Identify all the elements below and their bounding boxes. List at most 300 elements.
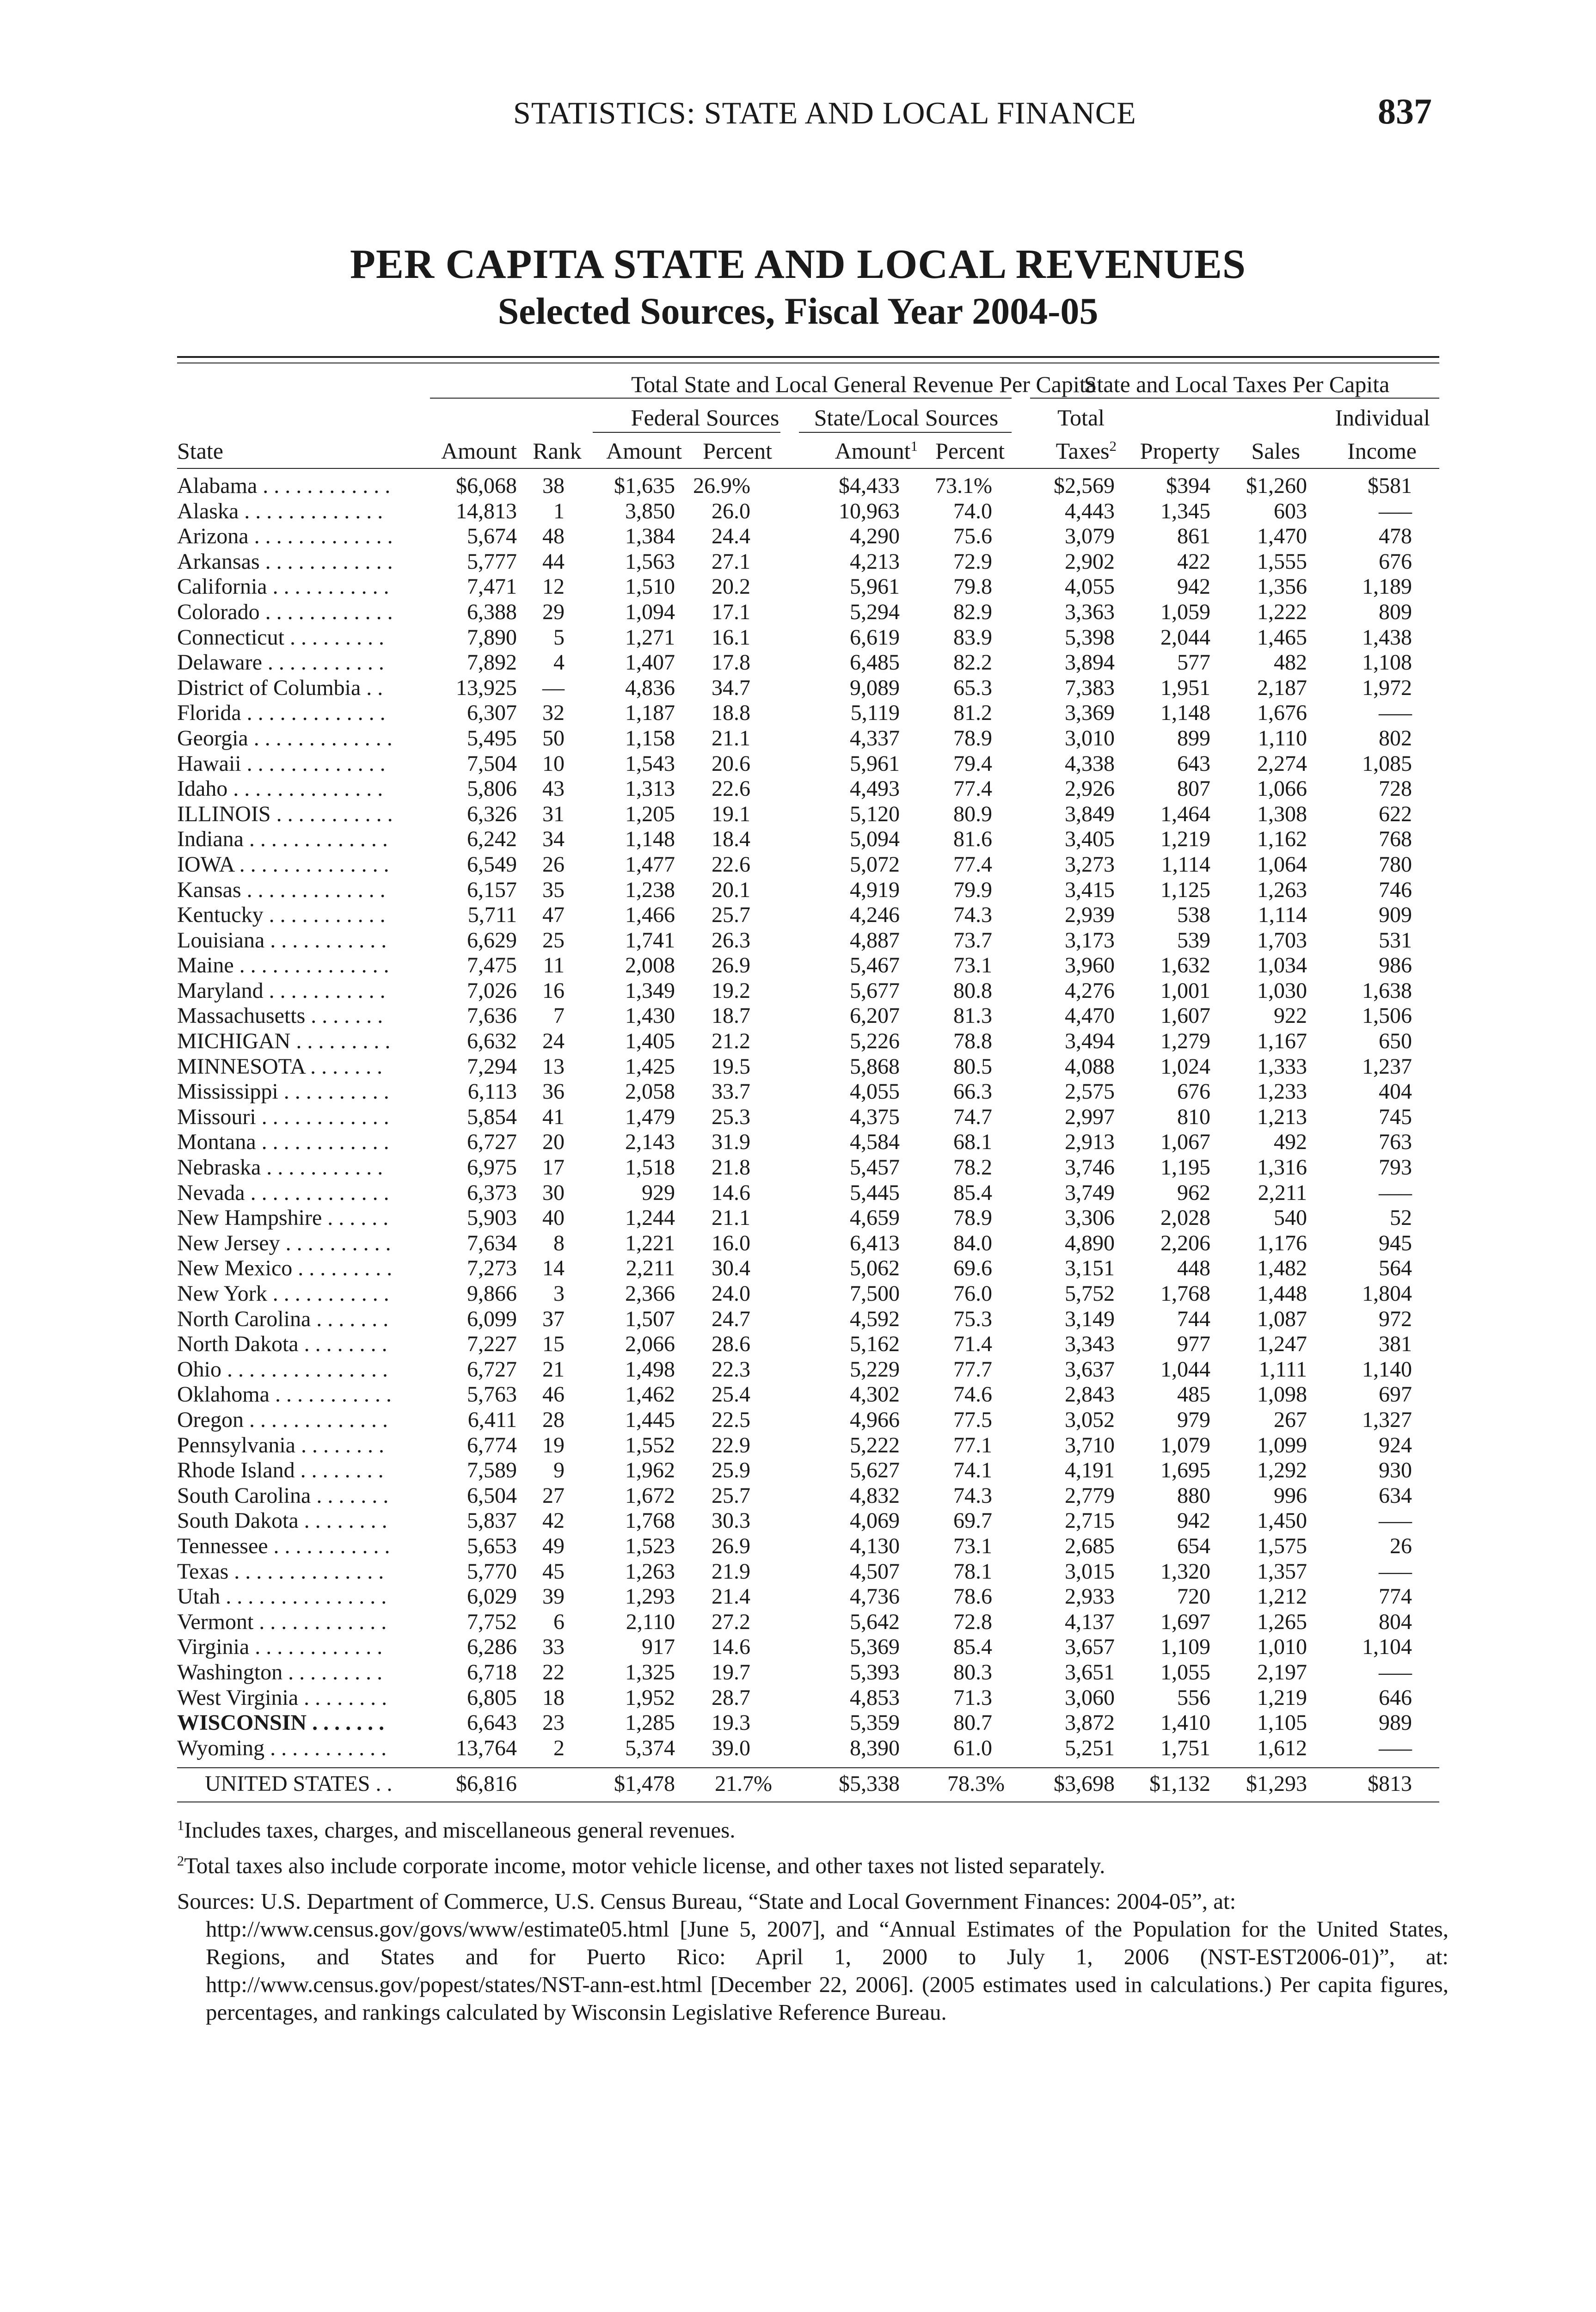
page-number: 837 xyxy=(1378,91,1432,131)
cell-amount: 7,589 xyxy=(467,1458,517,1483)
cell-sl-amount: 5,677 xyxy=(850,978,900,1003)
cell-total: 3,060 xyxy=(1065,1685,1115,1710)
cell-income: 728 xyxy=(1379,776,1412,801)
cell-sales: 1,448 xyxy=(1257,1281,1307,1306)
table-row xyxy=(177,549,1439,575)
cell-sales: 1,087 xyxy=(1257,1306,1307,1331)
cell-income: 646 xyxy=(1379,1685,1412,1710)
state-name: Colorado . . . . . . . . . . . . xyxy=(177,599,393,624)
table-title: PER CAPITA STATE AND LOCAL REVENUES xyxy=(350,241,1246,287)
cell-total: 3,651 xyxy=(1065,1660,1115,1685)
state-name: Alabama . . . . . . . . . . . . xyxy=(177,473,391,498)
cell-sl-amount: 5,868 xyxy=(850,1054,900,1079)
cell-sl-pct: 78.2 xyxy=(953,1155,992,1180)
cell-sl-pct: 77.4 xyxy=(953,776,992,801)
cell-total: 5,752 xyxy=(1065,1281,1115,1306)
table-row xyxy=(177,499,1439,524)
cell-income: 676 xyxy=(1379,549,1412,574)
group-rule-general xyxy=(430,398,1012,399)
cell-sales: 1,357 xyxy=(1257,1559,1307,1584)
cell-sl-pct: 73.1 xyxy=(953,1533,992,1558)
cell-sales: 1,676 xyxy=(1257,701,1307,726)
cell-sl-pct: 84.0 xyxy=(953,1230,992,1255)
cell-fed-pct: 19.3 xyxy=(712,1710,750,1735)
cell-amount: 6,099 xyxy=(467,1306,517,1331)
cell-amount: 6,113 xyxy=(467,1079,517,1104)
cell-property: 643 xyxy=(1177,751,1210,776)
cell-sales: 2,187 xyxy=(1257,675,1307,700)
cell-sl-amount: 5,642 xyxy=(850,1609,900,1634)
cell-sl-pct: 78.1 xyxy=(953,1559,992,1584)
cell-sl-amount: 5,961 xyxy=(850,574,900,599)
table-row xyxy=(177,1256,1439,1281)
cell-sl-amount: 5,120 xyxy=(850,801,900,826)
cell-sales: 1,465 xyxy=(1257,625,1307,650)
cell-income: 1,140 xyxy=(1362,1357,1412,1382)
state-name: South Dakota . . . . . . . . xyxy=(177,1508,387,1533)
cell-sl-amount: 7,500 xyxy=(850,1281,900,1306)
cell-total: 3,306 xyxy=(1065,1205,1115,1230)
cell-income: 909 xyxy=(1379,903,1412,928)
cell-property: 1,751 xyxy=(1160,1735,1210,1760)
cell-fed-pct: 30.3 xyxy=(712,1508,750,1533)
footnote-1: $^1$Includes taxes, charges, and miscellaneous general revenues. xyxy=(177,1817,736,1843)
cell-amount: 5,770 xyxy=(467,1559,517,1584)
table-row xyxy=(177,1382,1439,1408)
table-row xyxy=(177,1458,1439,1483)
cell-property: 1,768 xyxy=(1160,1281,1210,1306)
cell-amount: 6,727 xyxy=(467,1357,517,1382)
cell-sl-amount: 4,736 xyxy=(850,1584,900,1609)
table-row xyxy=(177,1660,1439,1685)
cell-sales: 1,064 xyxy=(1257,852,1307,877)
cell-income: 622 xyxy=(1379,801,1412,826)
cell-sl-pct: 74.0 xyxy=(953,498,992,523)
cell-fed-pct: 22.5 xyxy=(712,1407,750,1432)
cell-property: 1,697 xyxy=(1160,1609,1210,1634)
table-row xyxy=(177,1408,1439,1433)
cell-property: 1,195 xyxy=(1160,1155,1210,1180)
cell-income: 1,804 xyxy=(1362,1281,1412,1306)
cell-fed-amount: 1,498 xyxy=(625,1357,675,1382)
cell-sales: 1,219 xyxy=(1257,1685,1307,1710)
cell-income: 381 xyxy=(1379,1332,1412,1357)
total-amount: $6,816 xyxy=(456,1771,517,1796)
cell-rank: –– xyxy=(542,675,565,700)
cell-sl-amount: 4,887 xyxy=(850,928,900,953)
cell-fed-amount: 1,221 xyxy=(625,1230,675,1255)
cell-rank: 29 xyxy=(542,599,565,624)
cell-rank: 15 xyxy=(542,1332,565,1357)
cell-income: 1,085 xyxy=(1362,751,1412,776)
cell-total: 3,363 xyxy=(1065,599,1115,624)
state-name: Washington . . . . . . . . . xyxy=(177,1660,383,1685)
cell-rank: 48 xyxy=(542,524,565,549)
cell-fed-amount: 1,741 xyxy=(625,928,675,953)
cell-income: 763 xyxy=(1379,1130,1412,1155)
cell-total: 3,415 xyxy=(1065,877,1115,902)
cell-sales: 1,222 xyxy=(1257,599,1307,624)
cell-fed-amount: 1,552 xyxy=(625,1433,675,1457)
cell-amount: 6,286 xyxy=(467,1635,517,1660)
state-name: New York . . . . . . . . . . . xyxy=(177,1281,389,1306)
cell-property: 1,951 xyxy=(1160,675,1210,700)
cell-fed-amount: 1,244 xyxy=(625,1205,675,1230)
cell-sales: 1,265 xyxy=(1257,1609,1307,1634)
cell-total: 3,657 xyxy=(1065,1635,1115,1660)
cell-sales: 922 xyxy=(1274,1003,1307,1028)
cell-total: 2,926 xyxy=(1065,776,1115,801)
table-row xyxy=(177,1054,1439,1080)
table-row xyxy=(177,1231,1439,1256)
col-header-total-top: Total xyxy=(1057,405,1105,430)
cell-amount: 6,629 xyxy=(467,928,517,953)
state-name: Texas . . . . . . . . . . . . . . xyxy=(177,1559,384,1584)
state-name: Virginia . . . . . . . . . . . . xyxy=(177,1635,383,1660)
cell-property: 1,109 xyxy=(1160,1635,1210,1660)
cell-total: 3,749 xyxy=(1065,1180,1115,1205)
table-row xyxy=(177,1205,1439,1231)
cell-fed-amount: 1,407 xyxy=(625,650,675,675)
cell-sl-pct: 82.9 xyxy=(953,599,992,624)
cell-sl-pct: 74.1 xyxy=(953,1458,992,1483)
cell-property: 1,114 xyxy=(1161,852,1210,877)
total-state: UNITED STATES . . xyxy=(205,1771,393,1796)
cell-fed-amount: 929 xyxy=(642,1180,675,1205)
cell-amount: 6,307 xyxy=(467,701,517,726)
cell-sl-amount: 5,457 xyxy=(850,1155,900,1180)
col-header-sales: Sales xyxy=(1251,438,1300,464)
state-name: Nebraska . . . . . . . . . . . xyxy=(177,1155,383,1180)
cell-sl-pct: 72.8 xyxy=(953,1609,992,1634)
cell-sl-pct: 78.9 xyxy=(953,1205,992,1230)
cell-total: 3,343 xyxy=(1065,1332,1115,1357)
cell-fed-pct: 21.8 xyxy=(712,1155,750,1180)
top-rule-1 xyxy=(177,356,1439,358)
col-header-total-taxes: Taxes$^2$ xyxy=(1056,437,1117,464)
cell-sl-pct: 81.3 xyxy=(953,1003,992,1028)
cell-property: 1,055 xyxy=(1160,1660,1210,1685)
cell-sl-pct: 78.6 xyxy=(953,1584,992,1609)
cell-total: 4,338 xyxy=(1065,751,1115,776)
total-income: $813 xyxy=(1368,1771,1412,1796)
cell-sl-pct: 72.9 xyxy=(953,549,992,574)
cell-sl-amount: 10,963 xyxy=(839,498,900,523)
cell-fed-amount: 1,148 xyxy=(625,827,675,852)
cell-sl-amount: 6,485 xyxy=(850,650,900,675)
table-row xyxy=(177,1559,1439,1585)
cell-sales: 1,575 xyxy=(1257,1533,1307,1558)
state-name: Vermont . . . . . . . . . . . . xyxy=(177,1609,387,1634)
cell-rank: 33 xyxy=(542,1635,565,1660)
cell-fed-amount: 1,952 xyxy=(625,1685,675,1710)
cell-income: 804 xyxy=(1379,1609,1412,1634)
table-row xyxy=(177,928,1439,953)
table-row xyxy=(177,802,1439,827)
cell-fed-amount: 1,479 xyxy=(625,1104,675,1129)
cell-amount: 6,805 xyxy=(467,1685,517,1710)
cell-rank: 5 xyxy=(553,625,565,650)
cell-sl-pct: 83.9 xyxy=(953,625,992,650)
cell-sl-amount: 4,966 xyxy=(850,1407,900,1432)
cell-rank: 11 xyxy=(543,953,565,978)
cell-amount: 7,475 xyxy=(467,953,517,978)
total-fed-amount: $1,478 xyxy=(614,1771,675,1796)
cell-fed-amount: 1,263 xyxy=(625,1559,675,1584)
cell-rank: 23 xyxy=(542,1710,565,1735)
table-row xyxy=(177,1610,1439,1635)
cell-sl-amount: 5,226 xyxy=(850,1029,900,1054)
cell-fed-pct: 14.6 xyxy=(712,1180,750,1205)
cell-sl-pct: 85.4 xyxy=(953,1180,992,1205)
cell-fed-pct: 34.7 xyxy=(712,675,750,700)
cell-sl-amount: 9,089 xyxy=(850,675,900,700)
cell-income: 930 xyxy=(1379,1458,1412,1483)
cell-income: 986 xyxy=(1379,953,1412,978)
cell-total: 4,890 xyxy=(1065,1230,1115,1255)
cell-rank: 12 xyxy=(542,574,565,599)
cell-fed-amount: 1,271 xyxy=(625,625,675,650)
cell-amount: 5,777 xyxy=(467,549,517,574)
cell-amount: 7,752 xyxy=(467,1609,517,1634)
cell-rank: 6 xyxy=(553,1609,565,1634)
cell-sales: 1,099 xyxy=(1257,1433,1307,1457)
cell-fed-pct: 26.9 xyxy=(712,953,750,978)
state-name: Wyoming . . . . . . . . . . . xyxy=(177,1735,387,1760)
cell-total: 3,151 xyxy=(1065,1256,1115,1281)
cell-fed-pct: 26.3 xyxy=(712,928,750,953)
cell-fed-amount: 1,238 xyxy=(625,877,675,902)
cell-income: ––– xyxy=(1379,498,1412,523)
cell-property: 577 xyxy=(1177,650,1210,675)
cell-sl-pct: 80.7 xyxy=(953,1710,992,1735)
sources-continuation: http://www.census.gov/govs/www/estimate05.html [June 5, 2007], and “Annual Estimates of the Population for the United States, Regions, and States and for Puerto Rico: April 1, 2000 to July 1, 2006 (NST-EST2006-01)”, at: http://www.census.gov/popest/states/NST-ann-est.html [December 22, 2006]. (2005 estimates used in calculations.) Per capita figures, percentages, and rankings calculated by Wisconsin Legislative Reference Bureau. xyxy=(206,1916,1449,2025)
cell-fed-pct: 17.1 xyxy=(712,599,750,624)
state-name: Arkansas . . . . . . . . . . . . xyxy=(177,549,393,574)
cell-fed-amount: 4,836 xyxy=(625,675,675,700)
cell-fed-amount: 1,293 xyxy=(625,1584,675,1609)
cell-property: 448 xyxy=(1177,1256,1210,1281)
cell-rank: 16 xyxy=(542,978,565,1003)
cell-sl-amount: 4,055 xyxy=(850,1079,900,1104)
cell-sales: 1,111 xyxy=(1258,1357,1307,1382)
cell-sl-pct: 73.1 xyxy=(953,953,992,978)
sources-note xyxy=(177,1888,1449,2026)
cell-income: 1,972 xyxy=(1362,675,1412,700)
cell-sl-pct: 71.3 xyxy=(953,1685,992,1710)
cell-rank: 30 xyxy=(542,1180,565,1205)
cell-property: 942 xyxy=(1177,574,1210,599)
cell-rank: 44 xyxy=(542,549,565,574)
total-sl-amount: $5,338 xyxy=(839,1771,900,1796)
table-row xyxy=(177,1483,1439,1509)
cell-amount: 6,643 xyxy=(467,1710,517,1735)
cell-fed-amount: 1,205 xyxy=(625,801,675,826)
cell-amount: 5,837 xyxy=(467,1508,517,1533)
cell-sl-amount: 4,375 xyxy=(850,1104,900,1129)
cell-amount: 5,806 xyxy=(467,776,517,801)
cell-sl-amount: 5,072 xyxy=(850,852,900,877)
cell-fed-pct: 31.9 xyxy=(712,1130,750,1155)
cell-income: 1,638 xyxy=(1362,978,1412,1003)
cell-income: 478 xyxy=(1379,524,1412,549)
cell-income: 52 xyxy=(1390,1205,1412,1230)
cell-rank: 36 xyxy=(542,1079,565,1104)
cell-total: 3,079 xyxy=(1065,524,1115,549)
group-header-taxes: State and Local Taxes Per Capita xyxy=(1084,371,1390,397)
table-row xyxy=(177,1508,1439,1534)
cell-amount: 13,764 xyxy=(456,1735,517,1760)
total-sl-pct: 78.3% xyxy=(947,1771,1005,1796)
cell-amount: 9,866 xyxy=(467,1281,517,1306)
cell-fed-amount: 917 xyxy=(642,1635,675,1660)
cell-sl-pct: 66.3 xyxy=(953,1079,992,1104)
cell-property: 1,279 xyxy=(1160,1029,1210,1054)
cell-fed-amount: 1,672 xyxy=(625,1483,675,1508)
table-row xyxy=(177,1105,1439,1130)
cell-rank: 41 xyxy=(542,1104,565,1129)
cell-rank: 37 xyxy=(542,1306,565,1331)
table-row xyxy=(177,1181,1439,1206)
cell-income: ––– xyxy=(1379,1508,1412,1533)
cell-fed-amount: 1,523 xyxy=(625,1533,675,1558)
cell-sales: 1,233 xyxy=(1257,1079,1307,1104)
cell-income: 780 xyxy=(1379,852,1412,877)
table-row xyxy=(177,1584,1439,1610)
cell-property: $394 xyxy=(1166,473,1210,498)
cell-sl-pct: 74.3 xyxy=(953,903,992,928)
cell-rank: 1 xyxy=(553,498,565,523)
table-row xyxy=(177,625,1439,651)
cell-fed-pct: 25.3 xyxy=(712,1104,750,1129)
cell-amount: 6,388 xyxy=(467,599,517,624)
state-name: MICHIGAN . . . . . . . . . xyxy=(177,1029,391,1054)
cell-sl-amount: 4,290 xyxy=(850,524,900,549)
table-row xyxy=(177,1635,1439,1660)
cell-sl-pct: 74.6 xyxy=(953,1382,992,1407)
state-name: West Virginia . . . . . . . . xyxy=(177,1685,387,1710)
cell-sales: 1,450 xyxy=(1257,1508,1307,1533)
state-name: Kansas . . . . . . . . . . . . . xyxy=(177,877,386,902)
cell-property: 1,148 xyxy=(1160,701,1210,726)
table-row xyxy=(177,1130,1439,1155)
cell-total: 3,405 xyxy=(1065,827,1115,852)
cell-sales: $1,260 xyxy=(1246,473,1307,498)
table-row xyxy=(177,726,1439,751)
state-name: District of Columbia . . xyxy=(177,675,383,700)
cell-sl-amount: 4,919 xyxy=(850,877,900,902)
cell-sl-pct: 78.8 xyxy=(953,1029,992,1054)
state-name: MINNESOTA . . . . . . . xyxy=(177,1054,383,1079)
cell-fed-amount: 1,543 xyxy=(625,751,675,776)
cell-sl-pct: 79.9 xyxy=(953,877,992,902)
cell-fed-amount: 1,384 xyxy=(625,524,675,549)
cell-fed-pct: 26.9 xyxy=(712,1533,750,1558)
cell-sl-amount: 8,390 xyxy=(850,1735,900,1760)
cell-amount: 6,411 xyxy=(467,1407,517,1432)
cell-sl-pct: 77.7 xyxy=(953,1357,992,1382)
table-row xyxy=(177,827,1439,852)
cell-fed-pct: 27.1 xyxy=(712,549,750,574)
cell-property: 942 xyxy=(1177,1508,1210,1533)
state-name: Arizona . . . . . . . . . . . . . xyxy=(177,524,393,549)
cell-rank: 27 xyxy=(542,1483,565,1508)
cell-amount: 7,634 xyxy=(467,1230,517,1255)
cell-sl-pct: 85.4 xyxy=(953,1635,992,1660)
cell-sl-pct: 82.2 xyxy=(953,650,992,675)
cell-fed-amount: 1,518 xyxy=(625,1155,675,1180)
col-header-fed-amount: Amount xyxy=(606,438,682,464)
cell-income: ––– xyxy=(1379,1180,1412,1205)
col-header-sl-percent: Percent xyxy=(935,438,1005,464)
cell-amount: 6,718 xyxy=(467,1660,517,1685)
cell-total: 3,849 xyxy=(1065,801,1115,826)
cell-sl-amount: 6,619 xyxy=(850,625,900,650)
cell-sl-amount: 4,069 xyxy=(850,1508,900,1533)
table-row xyxy=(177,751,1439,777)
cell-property: 1,464 xyxy=(1160,801,1210,826)
cell-amount: 6,242 xyxy=(467,827,517,852)
state-name: Rhode Island . . . . . . . . xyxy=(177,1458,384,1483)
cell-amount: 7,636 xyxy=(467,1003,517,1028)
cell-sl-amount: 5,162 xyxy=(850,1332,900,1357)
total-sales: $1,293 xyxy=(1246,1771,1307,1796)
cell-sales: 1,316 xyxy=(1257,1155,1307,1180)
cell-sales: 1,482 xyxy=(1257,1256,1307,1281)
cell-amount: 6,373 xyxy=(467,1180,517,1205)
cell-fed-amount: 1,349 xyxy=(625,978,675,1003)
cell-fed-amount: 2,008 xyxy=(625,953,675,978)
cell-property: 1,001 xyxy=(1160,978,1210,1003)
cell-income: ––– xyxy=(1379,1660,1412,1685)
cell-rank: 35 xyxy=(542,877,565,902)
cell-income: 809 xyxy=(1379,599,1412,624)
subgroup-rule-statelocal xyxy=(799,432,1012,433)
cell-fed-pct: 39.0 xyxy=(712,1735,750,1760)
cell-total: 3,010 xyxy=(1065,726,1115,750)
state-name: ILLINOIS . . . . . . . . . . . xyxy=(177,801,393,826)
cell-fed-pct: 21.4 xyxy=(712,1584,750,1609)
cell-total: 2,715 xyxy=(1065,1508,1115,1533)
cell-fed-pct: 19.5 xyxy=(712,1054,750,1079)
footnote-2: $^2$Total taxes also include corporate income, motor vehicle license, and other taxes not listed separately. xyxy=(177,1853,1105,1878)
cell-income: 1,506 xyxy=(1362,1003,1412,1028)
cell-income: 1,189 xyxy=(1362,574,1412,599)
cell-income: 697 xyxy=(1379,1382,1412,1407)
cell-sales: 2,211 xyxy=(1258,1180,1307,1205)
cell-sl-amount: 4,592 xyxy=(850,1306,900,1331)
cell-sl-pct: 80.3 xyxy=(953,1660,992,1685)
cell-property: 1,219 xyxy=(1160,827,1210,852)
cell-sales: 1,703 xyxy=(1257,928,1307,953)
subgroup-header-federal: Federal Sources xyxy=(631,405,780,430)
cell-property: 676 xyxy=(1177,1079,1210,1104)
cell-total: 3,015 xyxy=(1065,1559,1115,1584)
cell-sl-pct: 76.0 xyxy=(953,1281,992,1306)
running-head: STATISTICS: STATE AND LOCAL FINANCE xyxy=(513,95,1136,130)
cell-property: 1,410 xyxy=(1160,1710,1210,1735)
cell-property: 810 xyxy=(1177,1104,1210,1129)
state-name: Oklahoma . . . . . . . . . . . xyxy=(177,1382,392,1407)
cell-property: 2,028 xyxy=(1160,1205,1210,1230)
cell-property: 1,125 xyxy=(1160,877,1210,902)
cell-sales: 1,034 xyxy=(1257,953,1307,978)
cell-property: 977 xyxy=(1177,1332,1210,1357)
cell-sl-pct: 81.2 xyxy=(953,701,992,726)
cell-fed-pct: 16.1 xyxy=(712,625,750,650)
state-name: Indiana . . . . . . . . . . . . . xyxy=(177,827,388,852)
state-name: Massachusetts . . . . . . . xyxy=(177,1003,383,1028)
